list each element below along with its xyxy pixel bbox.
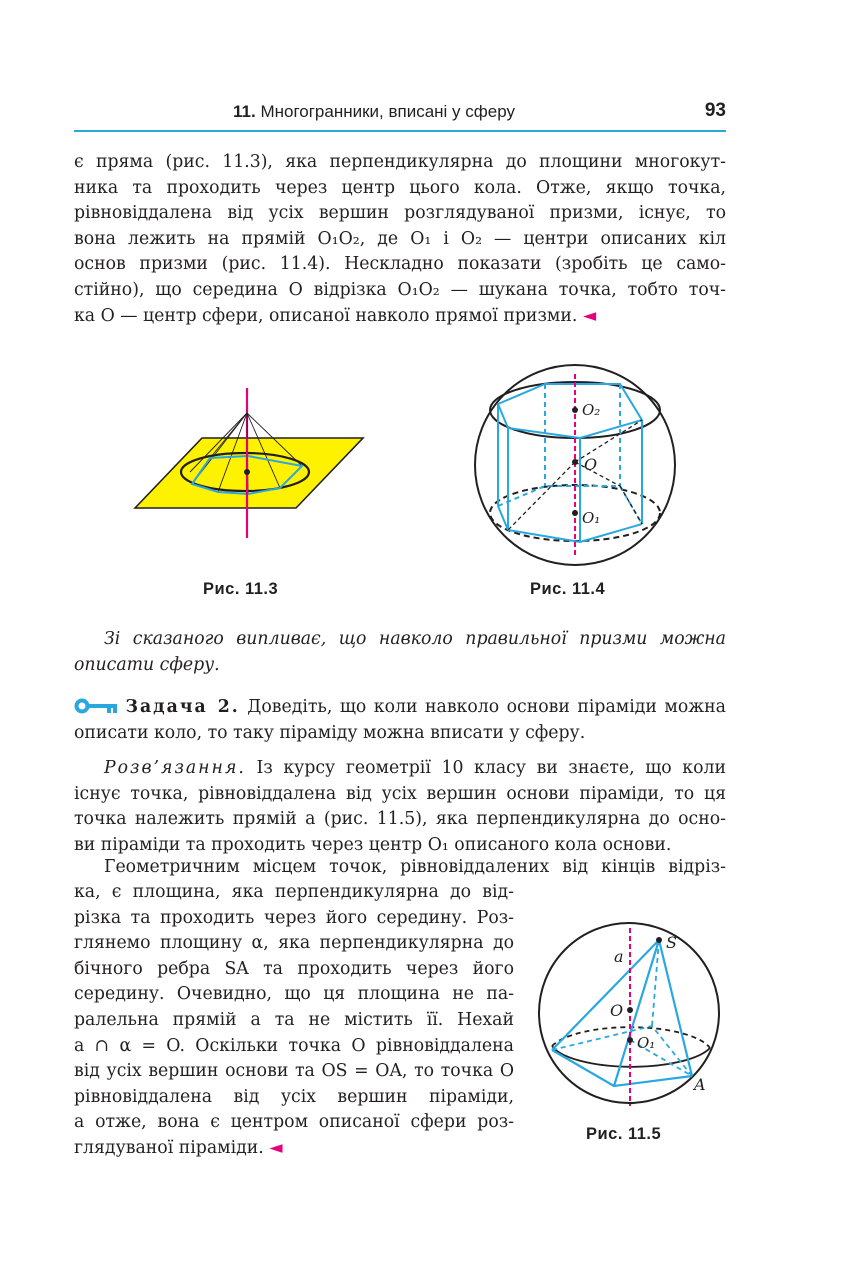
task-2 <box>74 695 726 746</box>
label-s: S <box>666 933 677 952</box>
label-o: O <box>610 1001 624 1020</box>
text-line: рівновіддалена від усіх вершин розглядуваної призми, існує, то <box>74 203 726 224</box>
running-header <box>74 98 726 132</box>
text-line: глянемо площину α, яка перпендикулярна до <box>74 933 514 954</box>
text-line: глядуваної піраміди. ◄ <box>74 1137 283 1158</box>
figure-11-5-pyramid-in-sphere <box>534 918 724 1108</box>
end-of-proof-icon: ◄ <box>582 305 597 326</box>
figure-11-3-caption: Рис. 11.3 <box>203 580 279 598</box>
end-of-proof-icon: ◄ <box>269 1137 283 1158</box>
solution-label: Розв’язання. <box>104 758 246 778</box>
text-line: ка O — центр сфери, описаної навколо прямої призми. ◄ <box>74 305 597 326</box>
text-line: ника та проходить через центр цього кола. Отже, якщо точка, <box>74 177 726 198</box>
text-line: a ∩ α = O. Оскільки точка O рівновіддалена <box>74 1035 514 1056</box>
task-label: Задача 2. <box>125 697 240 717</box>
text-line: точка належить прямій a (рис. 11.5), яка перпендикулярна до осно- <box>74 809 726 830</box>
text-line: бічного ребра SA та проходить через його <box>74 958 514 979</box>
figure-11-3-cone-plane <box>130 380 370 545</box>
text-line: ка, є площина, яка перпендикулярна до від- <box>74 882 514 902</box>
text-line: основ призми (рис. 11.4). Нескладно показати (зробіть це само- <box>74 254 726 275</box>
text-line: різка та проходить через його середину. Роз- <box>74 907 514 928</box>
label-o: O <box>584 455 598 474</box>
figure-11-4-prism-in-sphere <box>470 360 680 570</box>
text-line: Задача 2. Доведіть, що коли навколо основи піраміди можна <box>74 695 726 721</box>
text-line: ви піраміди та проходить через центр O₁ описаного кола основи. <box>74 834 672 855</box>
locus-paragraph <box>74 880 514 1162</box>
text-line: вона лежить на прямій O₁O₂, де O₁ і O₂ — центри описаних кіл <box>74 228 726 249</box>
figure-11-4-caption: Рис. 11.4 <box>530 580 606 598</box>
key-icon <box>74 698 118 714</box>
conclusion-paragraph <box>74 627 726 678</box>
text-line: описати коло, то таку піраміду можна вписати у сферу. <box>74 722 586 743</box>
label-a: a <box>614 947 624 966</box>
label-o1: O₁ <box>582 509 601 527</box>
label-a-vertex: A <box>694 1075 706 1094</box>
text-line: стійно), що середина O відрізка O₁O₂ — шукана точка, тобто точ- <box>74 279 726 300</box>
text-line: Розв’язання. Із курсу геометрії 10 класу ви знаєте, що коли <box>104 758 726 778</box>
figure-11-5-caption: Рис. 11.5 <box>586 1125 662 1143</box>
text-line: рівновіддалена від усіх вершин піраміди, <box>74 1086 514 1107</box>
text-line: є пряма (рис. 11.3), яка перпендикулярна до площини многокут- <box>74 152 726 172</box>
text-line: існує точка, рівновіддалена від усіх вершин основи піраміди, то ця <box>74 783 726 804</box>
chapter-title: 11. Многогранники, вписані у сферу <box>233 102 515 121</box>
label-o1: O₁ <box>637 1034 656 1052</box>
paragraph-prism <box>74 150 726 329</box>
text-line: а отже, вона є центром описаної сфери роз- <box>74 1112 514 1133</box>
text-line: описати сферу. <box>74 654 220 675</box>
page-number: 93 <box>704 100 726 121</box>
locus-paragraph-first-line <box>74 855 726 881</box>
solution-paragraph <box>74 756 726 858</box>
label-o2: O₂ <box>582 401 601 419</box>
text-line: середину. Очевидно, що ця площина не па- <box>74 984 514 1005</box>
text-line: ралельна прямій a та не містить її. Нехай <box>74 1009 514 1030</box>
text-line: Зі сказаного випливає, що навколо правильної призми можна <box>104 629 726 649</box>
text-line: Геометричним місцем точок, рівновіддалених від кінців відріз- <box>104 857 726 877</box>
text-line: від усіх вершин основи та OS = OA, то точка O <box>74 1061 514 1082</box>
